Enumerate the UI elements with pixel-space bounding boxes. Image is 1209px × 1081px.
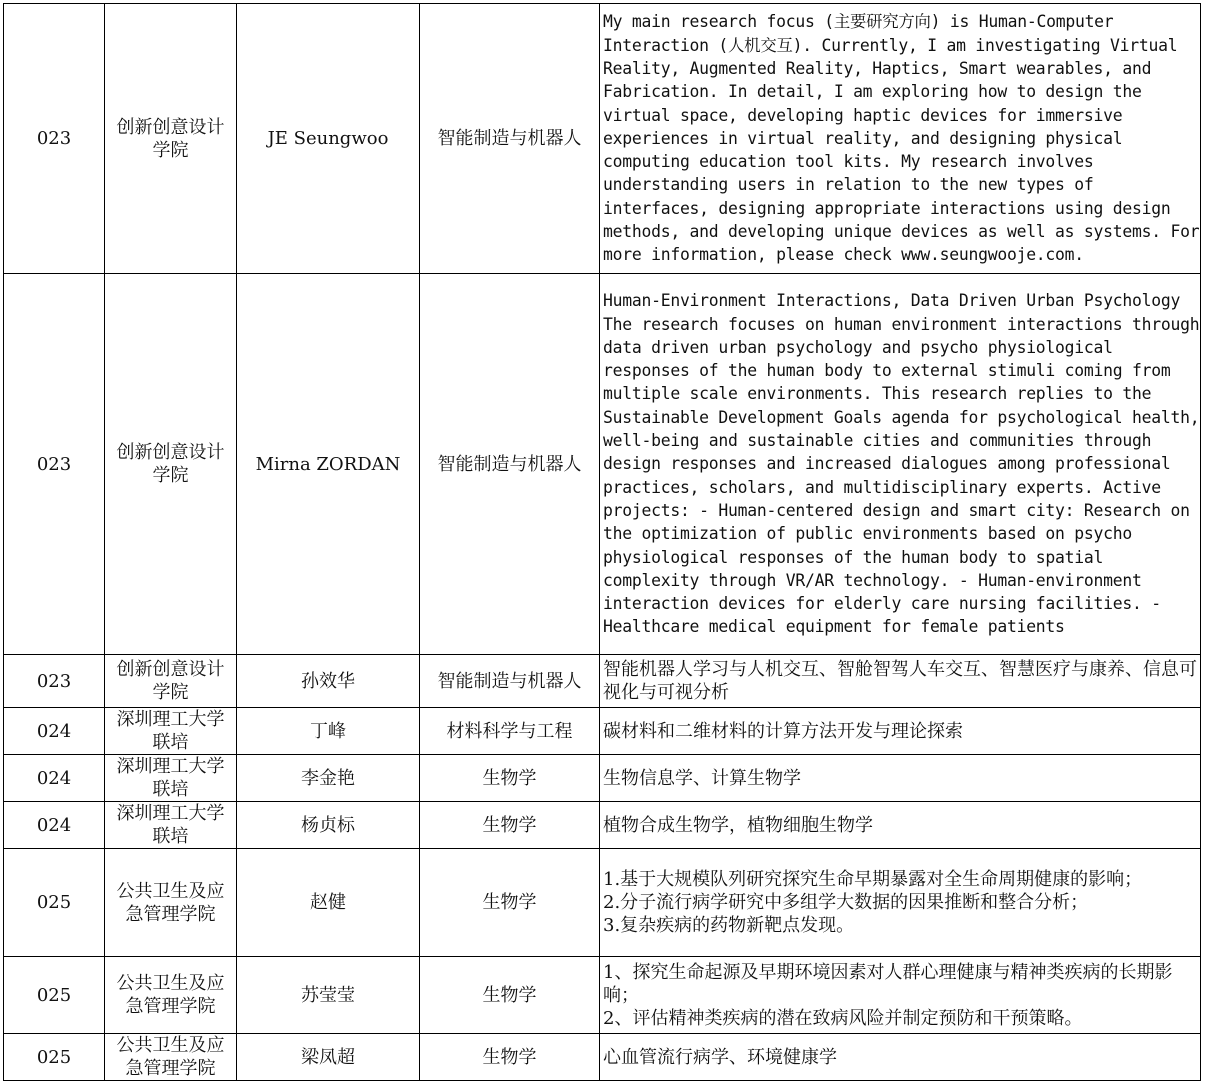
college-cell: 公共卫生及应急管理学院 [105, 957, 237, 1034]
code-cell: 023 [4, 274, 105, 655]
code-cell: 025 [4, 957, 105, 1034]
major-cell: 智能制造与机器人 [420, 655, 600, 708]
college-cell: 深圳理工大学联培 [105, 708, 237, 755]
college-cell: 深圳理工大学联培 [105, 802, 237, 849]
name-cell: JE Seungwoo [237, 4, 420, 274]
name-cell: 孙效华 [237, 655, 420, 708]
name-cell: 杨贞标 [237, 802, 420, 849]
major-cell: 生物学 [420, 755, 600, 802]
name-cell: 苏莹莹 [237, 957, 420, 1034]
name-cell: 赵健 [237, 849, 420, 957]
research-cell [600, 1034, 1201, 1081]
table-row [4, 1034, 1201, 1081]
major-cell: 智能制造与机器人 [420, 274, 600, 655]
college-cell: 公共卫生及应急管理学院 [105, 1034, 237, 1081]
code-cell: 025 [4, 849, 105, 957]
name-cell: 李金艳 [237, 755, 420, 802]
research-cell [600, 655, 1201, 708]
code-cell: 023 [4, 4, 105, 274]
table-row [4, 849, 1201, 957]
code-cell: 025 [4, 1034, 105, 1081]
code-cell: 023 [4, 655, 105, 708]
name-cell: Mirna ZORDAN [237, 274, 420, 655]
major-cell: 生物学 [420, 1034, 600, 1081]
research-cell [600, 708, 1201, 755]
table-row [4, 655, 1201, 708]
research-cell [600, 4, 1209, 274]
college-cell: 深圳理工大学联培 [105, 755, 237, 802]
college-cell: 创新创意设计学院 [105, 4, 237, 274]
research-text: Human-Environment Interactions, Data Driven Urban Psychology The research focuses on human environment interactions through data driven urban psychology and psycho physiological responses of the human body to external stimuli coming from multiple scale environments. This research replies to the Sustainable Development Goals agenda for psychological health, well-being and sustainable cities and communities through design responses and increased dialogues among professional practices, scholars, and multidisciplinary experts. Active projects: - Human-centered design and smart city: Research on the optimization of public environments based on psycho physiological responses of the human body to spatial complexity through VR/AR technology. - Human-environment interaction devices for elderly care nursing facilities. - Healthcare medical equipment for female patients [603, 291, 1209, 637]
research-text: My main research focus (主要研究方向) is Human-Computer Interaction (人机交互). Currently, I am investigating Virtual Reality, Augmented Reality, Haptics, Smart wearables, and Fabrication. In detail, I am exploring how to design the virtual space, developing haptic devices for immersive experiences in virtual reality, and designing physical computing education tool kits. My research involves understanding users in relation to the new types of interfaces, designing appropriate interactions using design methods, and developing unique devices as well as systems. For more information, please check www.seungwooje.com. [603, 12, 1209, 265]
college-cell: 创新创意设计学院 [105, 655, 237, 708]
college-cell: 公共卫生及应急管理学院 [105, 849, 237, 957]
table-row [4, 4, 1201, 274]
name-cell: 梁凤超 [237, 1034, 420, 1081]
major-cell: 生物学 [420, 802, 600, 849]
research-text: 碳材料和二维材料的计算方法开发与理论探索 [603, 720, 963, 742]
table-row [4, 755, 1201, 802]
research-text: 生物信息学、计算生物学 [603, 767, 801, 789]
research-cell [600, 802, 1201, 849]
code-cell: 024 [4, 802, 105, 849]
name-cell: 丁峰 [237, 708, 420, 755]
research-cell [600, 274, 1209, 655]
table-row [4, 957, 1201, 1034]
major-cell: 生物学 [420, 957, 600, 1034]
major-cell: 生物学 [420, 849, 600, 957]
research-cell [600, 755, 1201, 802]
table-row [4, 708, 1201, 755]
table-row [4, 274, 1201, 655]
table-row [4, 802, 1201, 849]
research-cell [600, 849, 1201, 957]
research-text: 心血管流行病学、环境健康学 [603, 1046, 837, 1068]
major-cell: 智能制造与机器人 [420, 4, 600, 274]
college-cell: 创新创意设计学院 [105, 274, 237, 655]
major-cell: 材料科学与工程 [420, 708, 600, 755]
advisor-table [3, 3, 1209, 1081]
research-text: 植物合成生物学，植物细胞生物学 [603, 814, 873, 836]
research-cell [600, 957, 1201, 1034]
code-cell: 024 [4, 708, 105, 755]
research-text: 1、探究生命起源及早期环境因素对人群心理健康与精神类疾病的长期影响； 2、评估精神类疾病的潜在致病风险并制定预防和干预策略。 [603, 961, 1173, 1029]
code-cell: 024 [4, 755, 105, 802]
research-text: 智能机器人学习与人机交互、智舱智驾人车交互、智慧医疗与康养、信息可视化与可视分析 [603, 659, 1197, 703]
research-text: 1.基于大规模队列研究探究生命早期暴露对全生命周期健康的影响； 2.分子流行病学研究中多组学大数据的因果推断和整合分析； 3.复杂疾病的药物新靶点发现。 [603, 869, 1143, 936]
